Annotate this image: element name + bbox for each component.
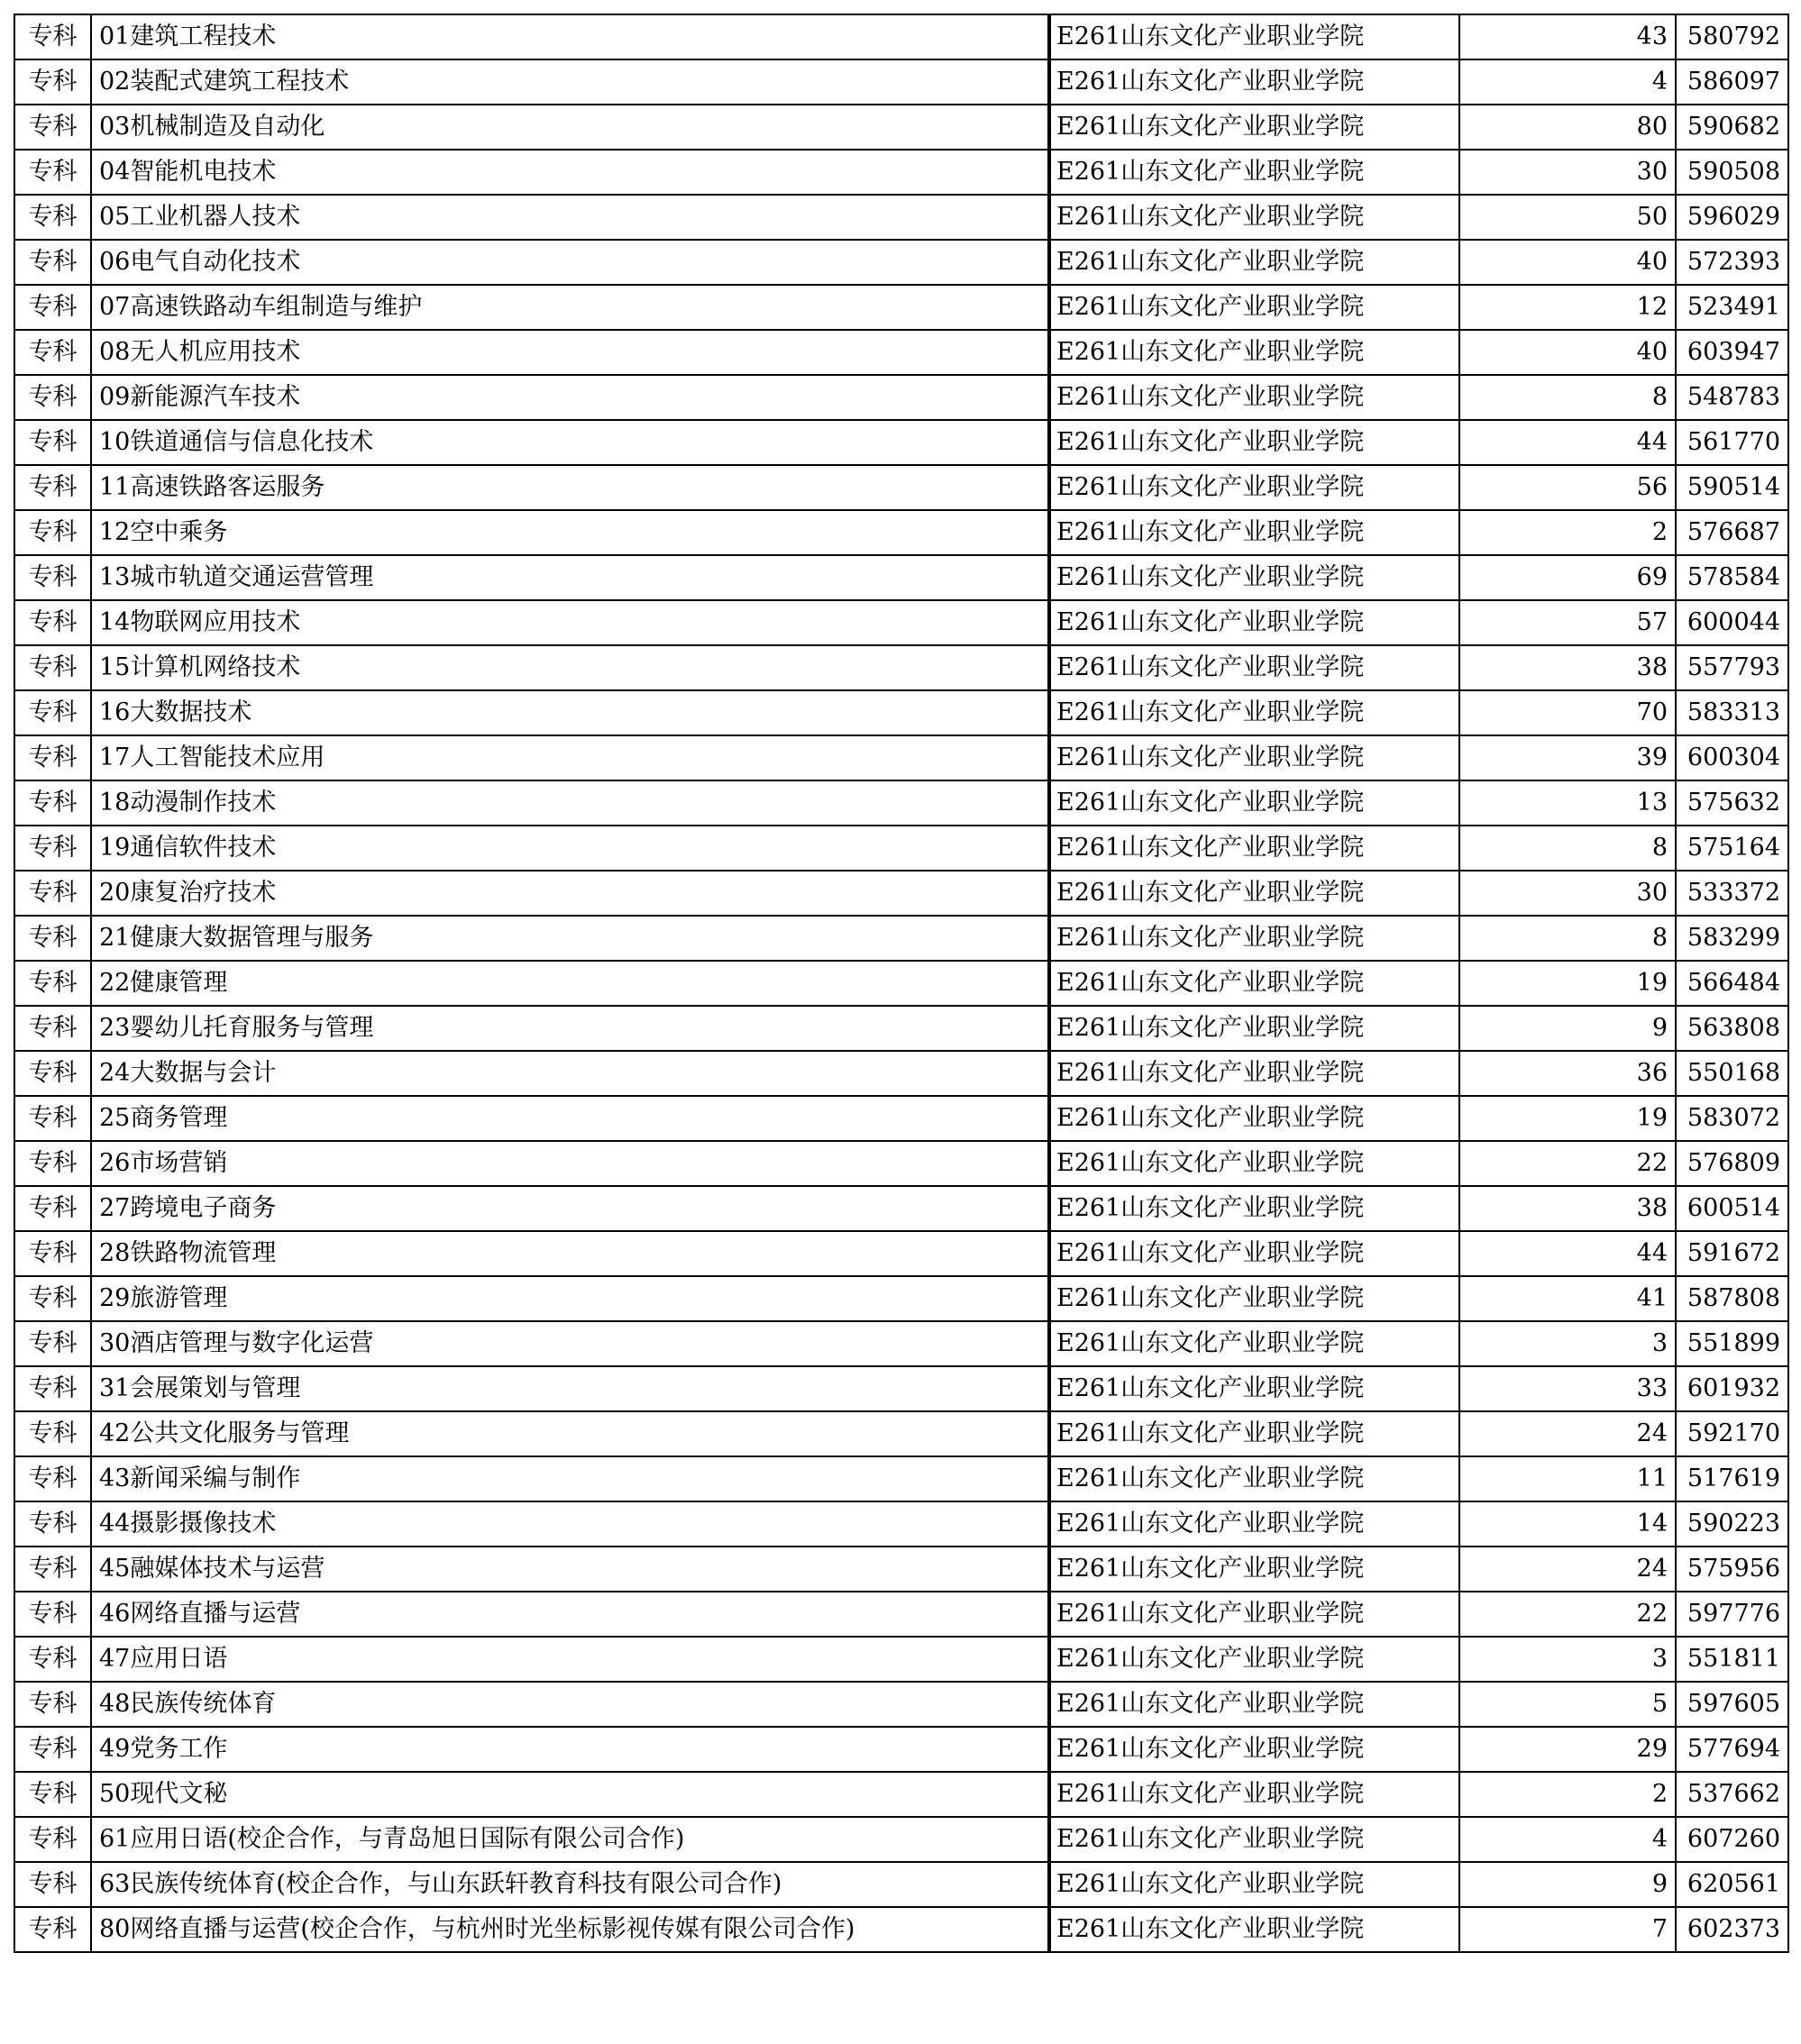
table-row xyxy=(14,240,1788,285)
level-cell: 专科 xyxy=(14,1276,91,1321)
rank-score-cell: 533372 xyxy=(1676,871,1788,916)
major-cell: 28铁路物流管理 xyxy=(91,1231,1048,1276)
major-cell: 46网络直播与运营 xyxy=(91,1592,1048,1637)
major-cell: 80网络直播与运营(校企合作，与杭州时光坐标影视传媒有限公司合作) xyxy=(91,1907,1048,1952)
rank-score-cell: 566484 xyxy=(1676,961,1788,1006)
major-cell: 49党务工作 xyxy=(91,1727,1048,1772)
table-row xyxy=(14,1051,1788,1096)
school-cell: E261山东文化产业职业学院 xyxy=(1050,1772,1459,1817)
major-cell: 07高速铁路动车组制造与维护 xyxy=(91,285,1048,330)
plan-count-cell: 4 xyxy=(1459,59,1676,105)
level-cell: 专科 xyxy=(14,1682,91,1727)
rank-score-cell: 586097 xyxy=(1676,59,1788,105)
plan-count-cell: 38 xyxy=(1459,1186,1676,1231)
level-cell: 专科 xyxy=(14,1321,91,1366)
rank-score-cell: 561770 xyxy=(1676,420,1788,465)
table-row xyxy=(14,14,1788,59)
major-cell: 30酒店管理与数字化运营 xyxy=(91,1321,1048,1366)
school-cell: E261山东文化产业职业学院 xyxy=(1050,600,1459,645)
major-cell: 16大数据技术 xyxy=(91,690,1048,735)
major-cell: 45融媒体技术与运营 xyxy=(91,1547,1048,1592)
plan-count-cell: 2 xyxy=(1459,510,1676,555)
school-cell: E261山东文化产业职业学院 xyxy=(1050,1051,1459,1096)
level-cell: 专科 xyxy=(14,1231,91,1276)
rank-score-cell: 580792 xyxy=(1676,14,1788,59)
level-cell: 专科 xyxy=(14,600,91,645)
level-cell: 专科 xyxy=(14,690,91,735)
level-cell: 专科 xyxy=(14,285,91,330)
rank-score-cell: 551811 xyxy=(1676,1637,1788,1682)
plan-count-cell: 70 xyxy=(1459,690,1676,735)
rank-score-cell: 548783 xyxy=(1676,375,1788,420)
table-row xyxy=(14,1456,1788,1501)
table-row xyxy=(14,961,1788,1006)
level-cell: 专科 xyxy=(14,1637,91,1682)
school-cell: E261山东文化产业职业学院 xyxy=(1050,1456,1459,1501)
major-cell: 22健康管理 xyxy=(91,961,1048,1006)
school-cell: E261山东文化产业职业学院 xyxy=(1050,1907,1459,1952)
school-cell: E261山东文化产业职业学院 xyxy=(1050,826,1459,871)
plan-count-cell: 56 xyxy=(1459,465,1676,510)
school-cell: E261山东文化产业职业学院 xyxy=(1050,961,1459,1006)
plan-count-cell: 8 xyxy=(1459,916,1676,961)
plan-count-cell: 50 xyxy=(1459,195,1676,240)
table-row xyxy=(14,510,1788,555)
rank-score-cell: 600514 xyxy=(1676,1186,1788,1231)
plan-count-cell: 39 xyxy=(1459,735,1676,780)
rank-score-cell: 537662 xyxy=(1676,1772,1788,1817)
school-cell: E261山东文化产业职业学院 xyxy=(1050,780,1459,826)
table-row xyxy=(14,285,1788,330)
major-cell: 01建筑工程技术 xyxy=(91,14,1048,59)
school-cell: E261山东文化产业职业学院 xyxy=(1050,1231,1459,1276)
level-cell: 专科 xyxy=(14,59,91,105)
major-cell: 26市场营销 xyxy=(91,1141,1048,1186)
school-cell: E261山东文化产业职业学院 xyxy=(1050,871,1459,916)
rank-score-cell: 583072 xyxy=(1676,1096,1788,1141)
school-cell: E261山东文化产业职业学院 xyxy=(1050,1547,1459,1592)
plan-count-cell: 9 xyxy=(1459,1862,1676,1907)
rank-score-cell: 576809 xyxy=(1676,1141,1788,1186)
plan-count-cell: 40 xyxy=(1459,240,1676,285)
plan-count-cell: 3 xyxy=(1459,1321,1676,1366)
table-row xyxy=(14,420,1788,465)
plan-count-cell: 41 xyxy=(1459,1276,1676,1321)
school-cell: E261山东文化产业职业学院 xyxy=(1050,1592,1459,1637)
level-cell: 专科 xyxy=(14,105,91,150)
level-cell: 专科 xyxy=(14,1547,91,1592)
level-cell: 专科 xyxy=(14,780,91,826)
rank-score-cell: 590682 xyxy=(1676,105,1788,150)
rank-score-cell: 576687 xyxy=(1676,510,1788,555)
rank-score-cell: 517619 xyxy=(1676,1456,1788,1501)
rank-score-cell: 551899 xyxy=(1676,1321,1788,1366)
major-cell: 47应用日语 xyxy=(91,1637,1048,1682)
rank-score-cell: 597605 xyxy=(1676,1682,1788,1727)
level-cell: 专科 xyxy=(14,1051,91,1096)
plan-count-cell: 7 xyxy=(1459,1907,1676,1952)
table-row xyxy=(14,735,1788,780)
rank-score-cell: 596029 xyxy=(1676,195,1788,240)
rank-score-cell: 620561 xyxy=(1676,1862,1788,1907)
level-cell: 专科 xyxy=(14,1096,91,1141)
school-cell: E261山东文化产业职业学院 xyxy=(1050,1727,1459,1772)
table-row xyxy=(14,59,1788,105)
table-row xyxy=(14,1231,1788,1276)
plan-count-cell: 30 xyxy=(1459,871,1676,916)
level-cell: 专科 xyxy=(14,871,91,916)
plan-count-cell: 22 xyxy=(1459,1141,1676,1186)
plan-count-cell: 44 xyxy=(1459,420,1676,465)
level-cell: 专科 xyxy=(14,961,91,1006)
level-cell: 专科 xyxy=(14,555,91,600)
school-cell: E261山东文化产业职业学院 xyxy=(1050,1862,1459,1907)
plan-count-cell: 3 xyxy=(1459,1637,1676,1682)
school-cell: E261山东文化产业职业学院 xyxy=(1050,59,1459,105)
rank-score-cell: 601932 xyxy=(1676,1366,1788,1411)
school-cell: E261山东文化产业职业学院 xyxy=(1050,1366,1459,1411)
rank-score-cell: 523491 xyxy=(1676,285,1788,330)
rank-score-cell: 572393 xyxy=(1676,240,1788,285)
major-cell: 02装配式建筑工程技术 xyxy=(91,59,1048,105)
level-cell: 专科 xyxy=(14,1006,91,1051)
school-cell: E261山东文化产业职业学院 xyxy=(1050,240,1459,285)
major-cell: 29旅游管理 xyxy=(91,1276,1048,1321)
level-cell: 专科 xyxy=(14,916,91,961)
major-cell: 19通信软件技术 xyxy=(91,826,1048,871)
school-cell: E261山东文化产业职业学院 xyxy=(1050,14,1459,59)
school-cell: E261山东文化产业职业学院 xyxy=(1050,1096,1459,1141)
table-row xyxy=(14,1592,1788,1637)
table-body xyxy=(14,14,1788,1952)
rank-score-cell: 575164 xyxy=(1676,826,1788,871)
level-cell: 专科 xyxy=(14,1366,91,1411)
level-cell: 专科 xyxy=(14,1411,91,1456)
school-cell: E261山东文化产业职业学院 xyxy=(1050,105,1459,150)
major-cell: 08无人机应用技术 xyxy=(91,330,1048,375)
table-row xyxy=(14,690,1788,735)
table-row xyxy=(14,1186,1788,1231)
school-cell: E261山东文化产业职业学院 xyxy=(1050,1186,1459,1231)
plan-count-cell: 8 xyxy=(1459,375,1676,420)
level-cell: 专科 xyxy=(14,240,91,285)
school-cell: E261山东文化产业职业学院 xyxy=(1050,690,1459,735)
plan-count-cell: 19 xyxy=(1459,1096,1676,1141)
major-cell: 11高速铁路客运服务 xyxy=(91,465,1048,510)
rank-score-cell: 607260 xyxy=(1676,1817,1788,1862)
major-cell: 44摄影摄像技术 xyxy=(91,1501,1048,1547)
major-cell: 10铁道通信与信息化技术 xyxy=(91,420,1048,465)
table-row xyxy=(14,1006,1788,1051)
rank-score-cell: 557793 xyxy=(1676,645,1788,690)
school-cell: E261山东文化产业职业学院 xyxy=(1050,1501,1459,1547)
plan-count-cell: 13 xyxy=(1459,780,1676,826)
level-cell: 专科 xyxy=(14,645,91,690)
level-cell: 专科 xyxy=(14,1817,91,1862)
school-cell: E261山东文化产业职业学院 xyxy=(1050,420,1459,465)
rank-score-cell: 578584 xyxy=(1676,555,1788,600)
rank-score-cell: 577694 xyxy=(1676,1727,1788,1772)
school-cell: E261山东文化产业职业学院 xyxy=(1050,1817,1459,1862)
school-cell: E261山东文化产业职业学院 xyxy=(1050,285,1459,330)
plan-count-cell: 69 xyxy=(1459,555,1676,600)
plan-count-cell: 30 xyxy=(1459,150,1676,195)
rank-score-cell: 602373 xyxy=(1676,1907,1788,1952)
table-row xyxy=(14,375,1788,420)
major-cell: 31会展策划与管理 xyxy=(91,1366,1048,1411)
table-row xyxy=(14,1772,1788,1817)
major-cell: 27跨境电子商务 xyxy=(91,1186,1048,1231)
level-cell: 专科 xyxy=(14,1456,91,1501)
school-cell: E261山东文化产业职业学院 xyxy=(1050,1141,1459,1186)
table-row xyxy=(14,195,1788,240)
table-row xyxy=(14,600,1788,645)
school-cell: E261山东文化产业职业学院 xyxy=(1050,1276,1459,1321)
school-cell: E261山东文化产业职业学院 xyxy=(1050,1321,1459,1366)
major-cell: 23婴幼儿托育服务与管理 xyxy=(91,1006,1048,1051)
table-row xyxy=(14,465,1788,510)
major-cell: 15计算机网络技术 xyxy=(91,645,1048,690)
major-cell: 17人工智能技术应用 xyxy=(91,735,1048,780)
level-cell: 专科 xyxy=(14,375,91,420)
major-cell: 03机械制造及自动化 xyxy=(91,105,1048,150)
rank-score-cell: 563808 xyxy=(1676,1006,1788,1051)
admission-table xyxy=(14,14,1789,1953)
rank-score-cell: 591672 xyxy=(1676,1231,1788,1276)
plan-count-cell: 5 xyxy=(1459,1682,1676,1727)
plan-count-cell: 19 xyxy=(1459,961,1676,1006)
major-cell: 63民族传统体育(校企合作，与山东跃轩教育科技有限公司合作) xyxy=(91,1862,1048,1907)
table-row xyxy=(14,1411,1788,1456)
school-cell: E261山东文化产业职业学院 xyxy=(1050,195,1459,240)
table-row xyxy=(14,330,1788,375)
rank-score-cell: 590508 xyxy=(1676,150,1788,195)
table-row xyxy=(14,1817,1788,1862)
table-row xyxy=(14,916,1788,961)
major-cell: 12空中乘务 xyxy=(91,510,1048,555)
school-cell: E261山东文化产业职业学院 xyxy=(1050,555,1459,600)
table-row xyxy=(14,1501,1788,1547)
level-cell: 专科 xyxy=(14,1186,91,1231)
level-cell: 专科 xyxy=(14,1592,91,1637)
level-cell: 专科 xyxy=(14,1772,91,1817)
major-cell: 43新闻采编与制作 xyxy=(91,1456,1048,1501)
major-cell: 13城市轨道交通运营管理 xyxy=(91,555,1048,600)
table-row xyxy=(14,1637,1788,1682)
major-cell: 04智能机电技术 xyxy=(91,150,1048,195)
major-cell: 50现代文秘 xyxy=(91,1772,1048,1817)
level-cell: 专科 xyxy=(14,195,91,240)
rank-score-cell: 600044 xyxy=(1676,600,1788,645)
rank-score-cell: 575956 xyxy=(1676,1547,1788,1592)
rank-score-cell: 590223 xyxy=(1676,1501,1788,1547)
major-cell: 42公共文化服务与管理 xyxy=(91,1411,1048,1456)
major-cell: 18动漫制作技术 xyxy=(91,780,1048,826)
school-cell: E261山东文化产业职业学院 xyxy=(1050,1637,1459,1682)
rank-score-cell: 590514 xyxy=(1676,465,1788,510)
table-row xyxy=(14,1907,1788,1952)
plan-count-cell: 80 xyxy=(1459,105,1676,150)
table-row xyxy=(14,780,1788,826)
rank-score-cell: 583299 xyxy=(1676,916,1788,961)
school-cell: E261山东文化产业职业学院 xyxy=(1050,330,1459,375)
table-row xyxy=(14,105,1788,150)
plan-count-cell: 44 xyxy=(1459,1231,1676,1276)
table-row xyxy=(14,1862,1788,1907)
table-row xyxy=(14,645,1788,690)
rank-score-cell: 550168 xyxy=(1676,1051,1788,1096)
level-cell: 专科 xyxy=(14,465,91,510)
table-row xyxy=(14,1682,1788,1727)
plan-count-cell: 2 xyxy=(1459,1772,1676,1817)
level-cell: 专科 xyxy=(14,510,91,555)
level-cell: 专科 xyxy=(14,1501,91,1547)
rank-score-cell: 592170 xyxy=(1676,1411,1788,1456)
plan-count-cell: 38 xyxy=(1459,645,1676,690)
plan-count-cell: 22 xyxy=(1459,1592,1676,1637)
plan-count-cell: 4 xyxy=(1459,1817,1676,1862)
plan-count-cell: 14 xyxy=(1459,1501,1676,1547)
school-cell: E261山东文化产业职业学院 xyxy=(1050,1006,1459,1051)
table-row xyxy=(14,826,1788,871)
school-cell: E261山东文化产业职业学院 xyxy=(1050,465,1459,510)
plan-count-cell: 8 xyxy=(1459,826,1676,871)
rank-score-cell: 600304 xyxy=(1676,735,1788,780)
level-cell: 专科 xyxy=(14,420,91,465)
rank-score-cell: 575632 xyxy=(1676,780,1788,826)
plan-count-cell: 33 xyxy=(1459,1366,1676,1411)
school-cell: E261山东文化产业职业学院 xyxy=(1050,150,1459,195)
major-cell: 21健康大数据管理与服务 xyxy=(91,916,1048,961)
plan-count-cell: 29 xyxy=(1459,1727,1676,1772)
plan-count-cell: 36 xyxy=(1459,1051,1676,1096)
table-row xyxy=(14,1547,1788,1592)
level-cell: 专科 xyxy=(14,150,91,195)
rank-score-cell: 583313 xyxy=(1676,690,1788,735)
major-cell: 05工业机器人技术 xyxy=(91,195,1048,240)
table-row xyxy=(14,1366,1788,1411)
major-cell: 48民族传统体育 xyxy=(91,1682,1048,1727)
school-cell: E261山东文化产业职业学院 xyxy=(1050,1682,1459,1727)
plan-count-cell: 24 xyxy=(1459,1547,1676,1592)
school-cell: E261山东文化产业职业学院 xyxy=(1050,1411,1459,1456)
school-cell: E261山东文化产业职业学院 xyxy=(1050,375,1459,420)
table-row xyxy=(14,555,1788,600)
major-cell: 06电气自动化技术 xyxy=(91,240,1048,285)
plan-count-cell: 40 xyxy=(1459,330,1676,375)
level-cell: 专科 xyxy=(14,1862,91,1907)
rank-score-cell: 587808 xyxy=(1676,1276,1788,1321)
level-cell: 专科 xyxy=(14,330,91,375)
table-row xyxy=(14,1276,1788,1321)
level-cell: 专科 xyxy=(14,14,91,59)
plan-count-cell: 57 xyxy=(1459,600,1676,645)
plan-count-cell: 43 xyxy=(1459,14,1676,59)
level-cell: 专科 xyxy=(14,1907,91,1952)
school-cell: E261山东文化产业职业学院 xyxy=(1050,916,1459,961)
table-row xyxy=(14,871,1788,916)
level-cell: 专科 xyxy=(14,826,91,871)
plan-count-cell: 12 xyxy=(1459,285,1676,330)
major-cell: 20康复治疗技术 xyxy=(91,871,1048,916)
plan-count-cell: 24 xyxy=(1459,1411,1676,1456)
plan-count-cell: 9 xyxy=(1459,1006,1676,1051)
rank-score-cell: 603947 xyxy=(1676,330,1788,375)
table-row xyxy=(14,1141,1788,1186)
table-row xyxy=(14,1096,1788,1141)
level-cell: 专科 xyxy=(14,735,91,780)
table-row xyxy=(14,150,1788,195)
level-cell: 专科 xyxy=(14,1727,91,1772)
major-cell: 25商务管理 xyxy=(91,1096,1048,1141)
school-cell: E261山东文化产业职业学院 xyxy=(1050,510,1459,555)
rank-score-cell: 597776 xyxy=(1676,1592,1788,1637)
table-row xyxy=(14,1321,1788,1366)
level-cell: 专科 xyxy=(14,1141,91,1186)
major-cell: 14物联网应用技术 xyxy=(91,600,1048,645)
school-cell: E261山东文化产业职业学院 xyxy=(1050,735,1459,780)
major-cell: 61应用日语(校企合作，与青岛旭日国际有限公司合作) xyxy=(91,1817,1048,1862)
plan-count-cell: 11 xyxy=(1459,1456,1676,1501)
major-cell: 09新能源汽车技术 xyxy=(91,375,1048,420)
major-cell: 24大数据与会计 xyxy=(91,1051,1048,1096)
table-row xyxy=(14,1727,1788,1772)
school-cell: E261山东文化产业职业学院 xyxy=(1050,645,1459,690)
